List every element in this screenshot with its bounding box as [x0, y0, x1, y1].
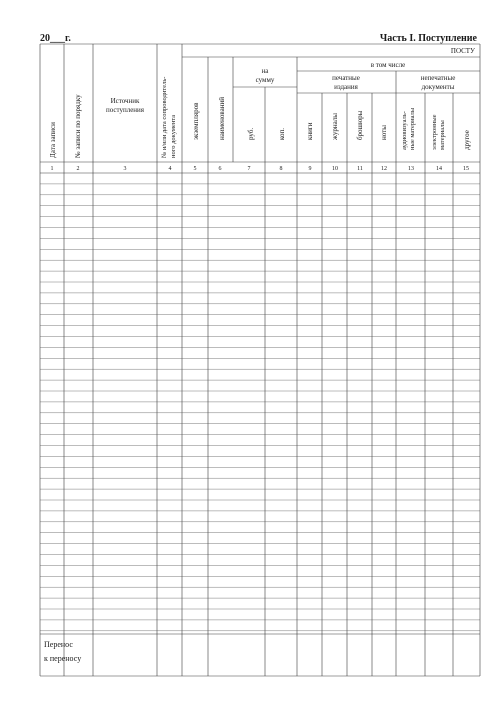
- column-number-row: [51, 166, 470, 172]
- sum-group-header-2: сумму: [255, 76, 275, 84]
- col-number: 14: [436, 166, 442, 172]
- col-number: 4: [168, 166, 172, 172]
- col-number: 15: [463, 166, 469, 172]
- col-number: 8: [279, 166, 283, 172]
- col-number: 5: [193, 166, 197, 172]
- table-body-rows: [40, 184, 480, 634]
- year-label: 20___г.: [40, 33, 71, 44]
- col-number: 12: [381, 166, 387, 172]
- col-books-header: книги: [306, 122, 314, 140]
- col-number: 7: [247, 166, 251, 172]
- sum-group-header-1: на: [261, 67, 269, 75]
- col-electronic-header-1: электронные: [431, 114, 438, 150]
- col-number: 11: [357, 166, 363, 172]
- col-number: 3: [123, 166, 127, 172]
- footer-to-transfer-label: к переносу: [44, 654, 82, 663]
- col-date-header: Дата записи: [49, 122, 57, 158]
- col-doc-header-1: № и/или дата сопроводитель-: [161, 76, 168, 158]
- printed-group-header-1: печатные: [332, 74, 360, 82]
- group-title: ПОСТУ: [450, 47, 475, 55]
- col-source-header-2: поступления: [105, 106, 145, 114]
- col-journals-header: журналы: [331, 113, 339, 140]
- col-number: 6: [218, 166, 222, 172]
- col-notes-header: ноты: [380, 125, 388, 140]
- printed-group-header-2: издания: [334, 83, 358, 91]
- col-brochures-header: брошюры: [356, 110, 364, 140]
- col-rub-header: руб.: [247, 127, 255, 140]
- col-order-header: № записи по порядку: [74, 94, 82, 158]
- incl-group-header: в том числе: [370, 61, 406, 69]
- col-other-header: другое: [463, 130, 471, 150]
- col-number: 1: [50, 166, 54, 172]
- footer-transfer-label: Перенос: [44, 640, 73, 649]
- col-number: 13: [408, 166, 414, 172]
- col-copies-header: экземпляров: [192, 102, 200, 140]
- nonprinted-group-header-1: непечатные: [420, 74, 456, 82]
- col-kop-header: коп.: [278, 127, 286, 140]
- part-title: Часть I. Поступление: [379, 33, 477, 44]
- nonprinted-group-header-2: документы: [421, 83, 455, 91]
- col-number: 2: [76, 166, 80, 172]
- col-electronic-header-2: материалы: [439, 120, 446, 150]
- col-number: 10: [332, 166, 338, 172]
- col-audiovisual-header-1: аудиовизуаль-: [401, 111, 408, 150]
- col-titles-header: наименований: [218, 97, 226, 140]
- col-audiovisual-header-2: ные материалы: [409, 107, 416, 150]
- col-source-header-1: Источник: [110, 97, 140, 105]
- col-number: 9: [308, 166, 312, 172]
- col-doc-header-2: ного документа: [170, 114, 177, 158]
